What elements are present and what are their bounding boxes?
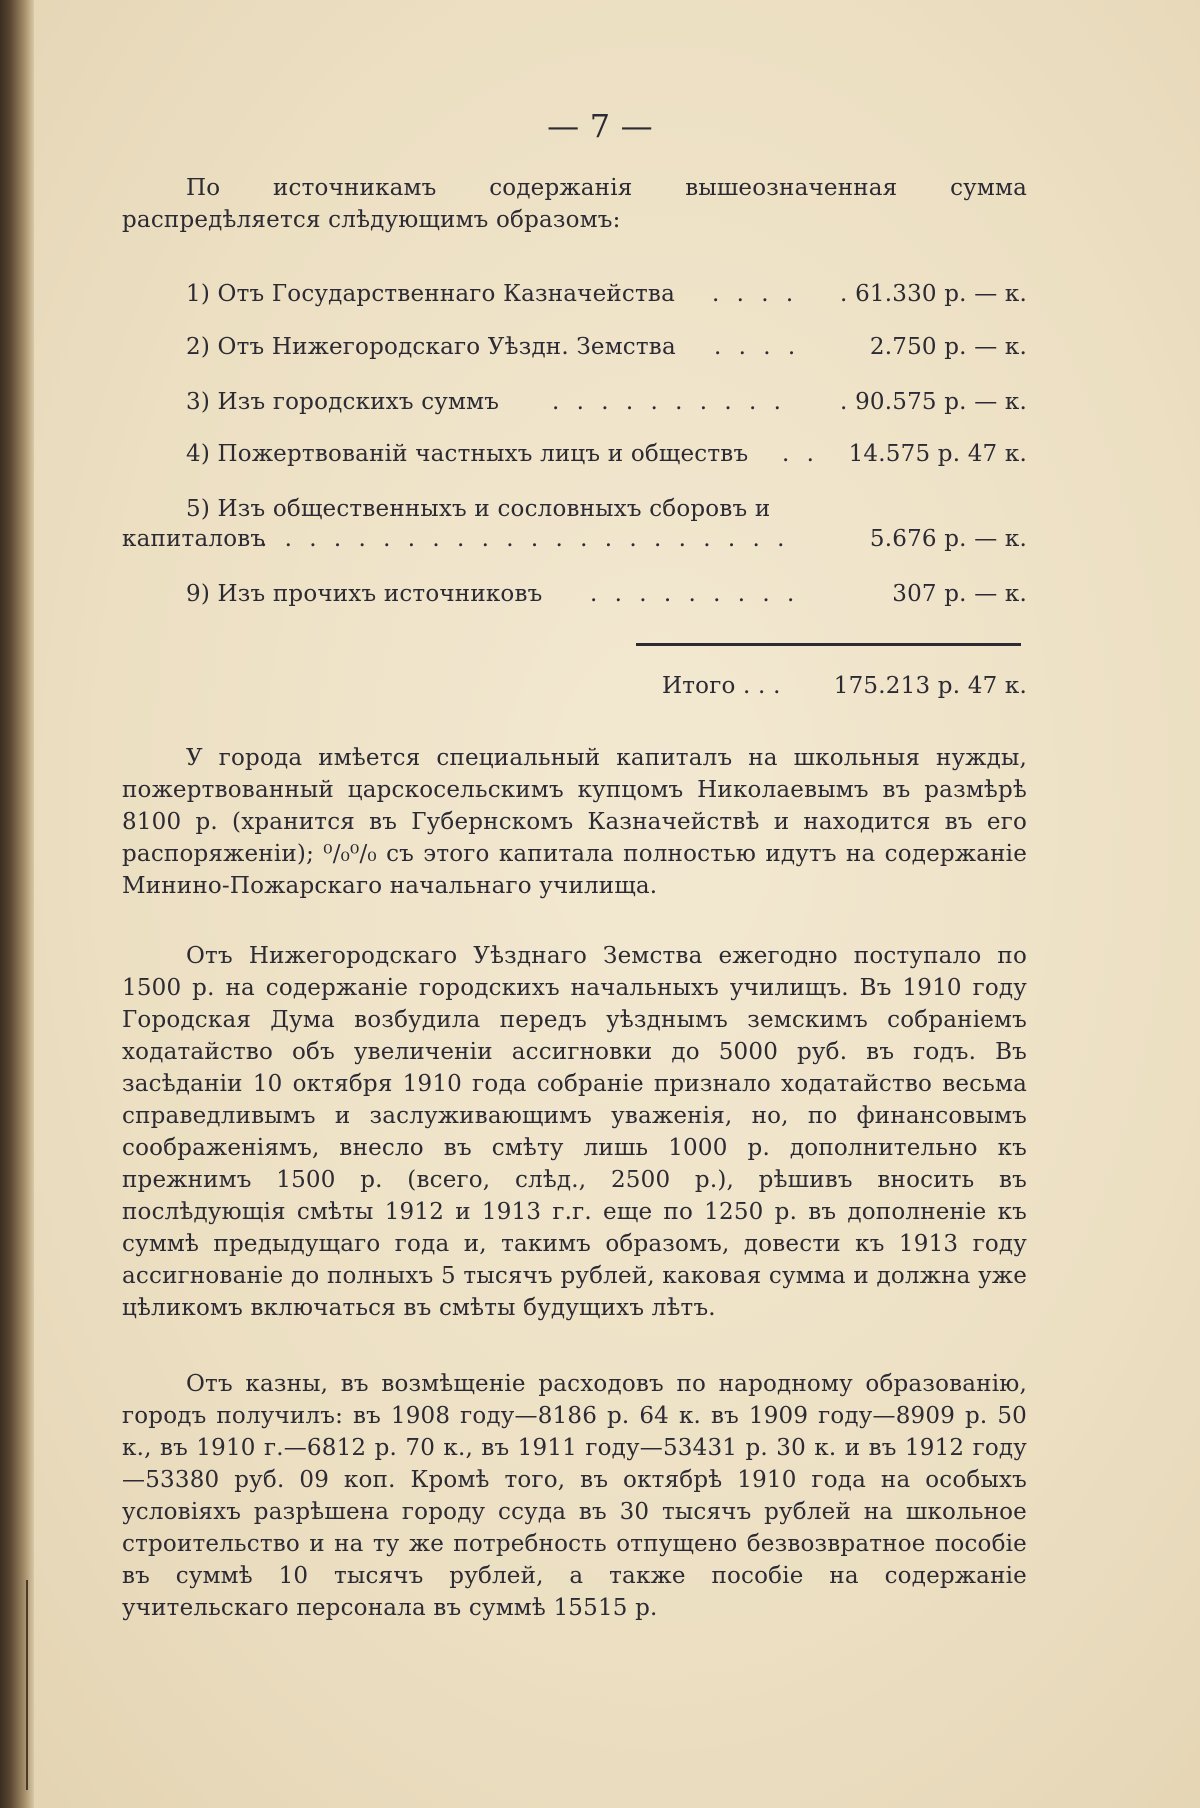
capital-paragraph: У города имѣется специальный капиталъ на школьныя нужды, пожертвованный царскосельскимъ купцомъ Николаевымъ въ размѣрѣ 8100 р. (хранится въ Губернскомъ Казначействѣ и находится въ его распоряженіи); ⁰/₀⁰/₀ съ этого капитала полностью идутъ на содержаніе Минино-Пожарскаго начальнаго училища. (122, 745, 1027, 899)
source-row (122, 281, 1027, 311)
source-amount: . 61.330 р. — к. (840, 281, 1027, 307)
source-label: 9) Изъ прочихъ источниковъ (186, 581, 543, 607)
total-rule (636, 643, 1021, 646)
intro-paragraph: По источникамъ содержанія вышеозначенная сумма распредѣляется слѣдующимъ образомъ: (122, 175, 1027, 233)
source-amount: 14.575 р. 47 к. (848, 441, 1027, 467)
zemstvo-paragraph: Отъ Нижегородскаго Уѣзднаго Земства ежегодно поступало по 1500 р. на содержаніе городскихъ начальныхъ училищъ. Въ 1910 году Городская Дума возбудила передъ уѣзднымъ земскимъ собраніемъ ходатайство объ увеличеніи ассигновки до 5000 руб. въ годъ. Въ засѣданіи 10 октября 1910 года собраніе признало ходатайство весьма справедливымъ и заслуживающимъ уваженія, но, по финансовымъ соображеніямъ, внесло въ смѣту лишь 1000 р. дополнительно къ прежнимъ 1500 р. (всего, слѣд., 2500 р.), рѣшивъ вносить въ послѣдующія смѣты 1912 и 1913 г.г. еще по 1250 р. въ дополненіе къ суммѣ предыдущаго года и, такимъ образомъ, довести къ 1913 году ассигнованіе до полныхъ 5 тысячъ рублей, каковая сумма и должна уже цѣликомъ включаться въ смѣты будущихъ лѣтъ. (122, 943, 1027, 1321)
source-row (122, 496, 1027, 526)
source-amount: 5.676 р. — к. (869, 526, 1027, 552)
source-row (122, 389, 1027, 419)
source-dots: . . . . . . . . . . . . . . . . . . . . . . (260, 526, 790, 552)
margin-mark (26, 1580, 28, 1790)
source-row (122, 526, 1027, 556)
source-dots: . . . . (712, 281, 799, 307)
source-label: 3) Изъ городскихъ суммъ (186, 389, 500, 415)
source-dots: . . . . (714, 334, 801, 360)
source-dots: . . . . . . . . . . (552, 389, 786, 415)
source-row (122, 581, 1027, 611)
source-label: 2) Отъ Нижегородскаго Уѣздн. Земства (186, 334, 676, 360)
page-number: — 7 — (547, 107, 653, 145)
source-row (122, 441, 1027, 471)
total-row (122, 673, 1027, 703)
source-amount: . 90.575 р. — к. (840, 389, 1027, 415)
source-label: капиталовъ (122, 526, 266, 552)
source-row (122, 334, 1027, 364)
source-label: 4) Пожертвованій частныхъ лицъ и обществъ (186, 441, 749, 467)
source-dots: . . (782, 441, 819, 467)
source-label: 1) Отъ Государственнаго Казначейства (186, 281, 675, 307)
source-dots: . . . . . . . . . (590, 581, 800, 607)
source-label: 5) Изъ общественныхъ и сословныхъ сборовъ и (186, 496, 771, 522)
treasury-paragraph: Отъ казны, въ возмѣщеніе расходовъ по народному образованію, городъ получилъ: въ 1908 году—8186 р. 64 к. въ 1909 году—8909 р. 50 к., въ 1910 г.—6812 р. 70 к., въ 1911 году—53431 р. 30 к. и въ 1912 году—53380 руб. 09 коп. Кромѣ того, въ октябрѣ 1910 года на особыхъ условіяхъ разрѣшена городу ссуда въ 30 тысячъ рублей на школьное строительство и на ту же потребность отпущено безвозвратное пособіе въ суммѣ 10 тысячъ рублей, а также пособіе на содержаніе учительскаго персонала въ суммѣ 15515 р. (122, 1371, 1027, 1621)
binding-edge (0, 0, 34, 1808)
total-label: Итого . . . (662, 673, 781, 699)
source-amount: 307 р. — к. (892, 581, 1027, 607)
source-amount: 2.750 р. — к. (869, 334, 1027, 360)
total-amount: 175.213 р. 47 к. (833, 673, 1027, 699)
